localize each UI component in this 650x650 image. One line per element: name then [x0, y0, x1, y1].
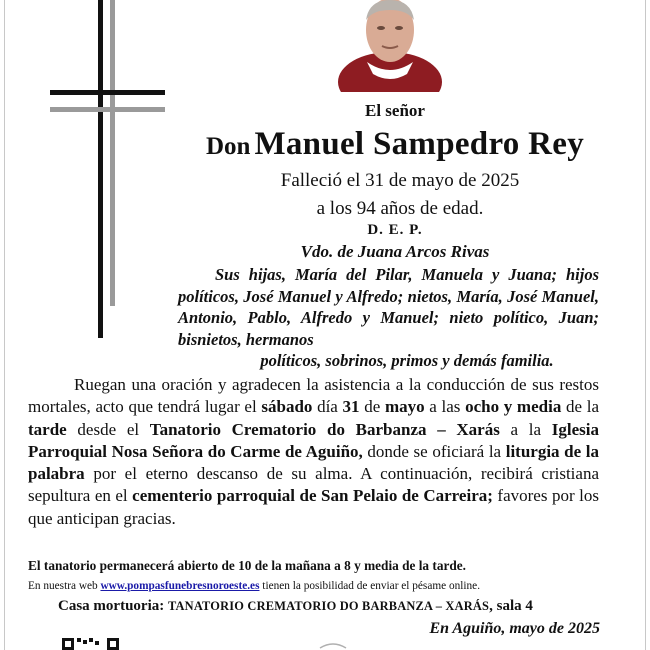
cross-icon	[50, 0, 168, 340]
family-last-line: políticos, sobrinos, primos y demás familia.	[260, 351, 554, 370]
announcement-segment: Tanatorio Crematorio do Barbanza – Xarás	[149, 419, 500, 439]
closing-line: En Aguiño, mayo de 2025	[429, 620, 600, 637]
family-list	[178, 264, 599, 372]
announcement-segment: por el eterno descanso de su alma. A continuación, recibirá cristiana sepultura en el	[28, 464, 599, 506]
casa-place: TANATORIO CREMATORIO DO BARBANZA – XARÁS	[167, 599, 490, 613]
announcement-segment: cementerio parroquial de San Pelaio de Carreira;	[132, 486, 493, 506]
death-date: Falleció el 31 de mayo de 2025	[280, 170, 520, 191]
widower-of: Vdo. de Juana Arcos Rivas	[300, 242, 490, 261]
cross-vertical-gray	[110, 0, 115, 306]
announcement-segment: desde el	[66, 419, 150, 439]
cross-horizontal-black	[50, 90, 165, 95]
announcement-segment: tarde	[28, 419, 67, 439]
casa-label: Casa mortuoria:	[58, 598, 168, 614]
deceased-portrait	[337, 0, 443, 92]
ornament-icon	[318, 640, 348, 650]
rip: D. E. P.	[367, 222, 423, 238]
web-link[interactable]: www.pompasfunebresnoroeste.es	[100, 580, 260, 592]
web-prefix: En nuestra web	[28, 580, 101, 592]
announcement-segment: a la	[499, 419, 552, 439]
web-line	[28, 580, 608, 592]
name-full: Manuel Sampedro Rey	[254, 126, 585, 162]
name-prefix: Don	[205, 133, 251, 160]
announcement-segment: 31	[342, 397, 360, 417]
announcement-segment: ocho y media	[465, 397, 562, 417]
casa-room: , sala 4	[489, 598, 533, 614]
announcement-segment: día	[312, 397, 343, 417]
qr-code-icon	[62, 638, 122, 650]
announcement-segment: a las	[424, 397, 466, 417]
family-main: Sus hijas, María del Pilar, Manuela y Juana; hijos políticos, José Manuel y Alfredo; nietos, María, José Manuel, Antonio, Pablo, Alfredo y Manuel; nieto político, Juan; bisnietos, hermanos	[178, 265, 599, 349]
web-suffix: tienen la posibilidad de enviar el pésame online.	[259, 580, 481, 592]
cross-vertical-black	[98, 0, 103, 338]
announcement-segment: donde se oficiará la	[362, 441, 506, 461]
announcement-segment: Ruegan una oración y agradecen la asistencia a la conducción de sus restos mortales, acto que tendrá lugar el	[28, 375, 599, 417]
announcement-segment: de la	[561, 397, 599, 417]
announcement-segment: liturgia de la palabra	[28, 441, 599, 484]
announcement-text	[28, 374, 599, 530]
announcement-segment: mayo	[384, 397, 425, 417]
border-right	[645, 0, 646, 650]
salutation: El señor	[365, 101, 425, 120]
announcement-segment: sábado	[261, 397, 313, 417]
age: a los 94 años de edad.	[316, 198, 484, 219]
announcement-segment: favores por los que anticipan gracias.	[28, 486, 599, 528]
casa-mortuoria	[58, 598, 618, 615]
cross-horizontal-gray	[50, 107, 165, 112]
announcement-segment: Iglesia Parroquial Nosa Señora do Carme de Aguiño,	[28, 419, 599, 461]
announcement-segment: de	[359, 397, 385, 417]
deceased-name	[175, 126, 615, 163]
tanatorio-hours: El tanatorio permanecerá abierto de 10 de la mañana a 8 y media de la tarde.	[28, 558, 467, 573]
border-left	[4, 0, 5, 650]
